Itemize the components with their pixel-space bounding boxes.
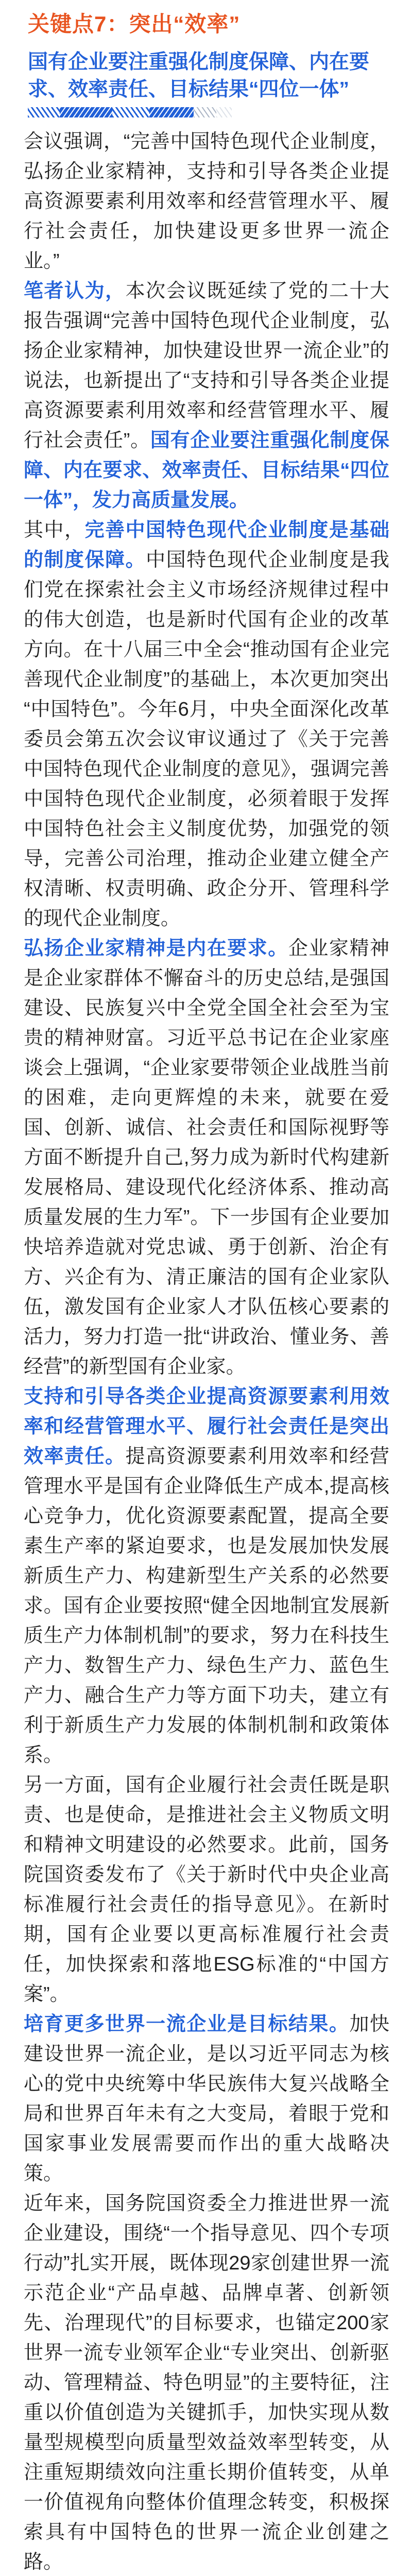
body-text: 会议强调，“完善中国特色现代企业制度，弘扬企业家精神，支持和引导各类企业提高资源要素利用效率和经营管理水平、履行社会责任，加快建设更多世界一流企业。” bbox=[24, 131, 389, 272]
hatch-segment bbox=[216, 107, 232, 117]
highlighted-text: 培育更多世界一流企业是目标结果。 bbox=[24, 2013, 350, 2035]
body-text: 加快建设世界一流企业，是以习近平同志为核心的党中央统筹中华民族伟大复兴战略全局和世界百年未有之大变局，着眼于党和国家事业发展需要而作出的重大战略决策。 bbox=[24, 2013, 389, 2184]
body-text: 近年来，国务院国资委全力推进世界一流企业建设，围绕“一个指导意见、四个专项行动”扎实开展，既体现29家创建世界一流示范企业“产品卓越、品牌卓著、创新领先、治理现代”的目标要求，也锚定200家世界一流专业领军企业“专业突出、创新驱动、管理精益、特色明显”的主要特征，注重以价值创造为关键抓手，加快实现从数量型规模型向质量型效益效率型转变，从注重短期绩效向注重长期价值转变，从单一价值视角向整体价值理念转变，积极探索具有中国特色的世界一流企业创建之路。 bbox=[24, 2193, 389, 2573]
section-kicker: 关键点7：突出“效率” bbox=[28, 12, 241, 36]
highlighted-text: 弘扬企业家精神是内在要求。 bbox=[24, 938, 288, 959]
article-paragraph bbox=[24, 2189, 389, 2576]
article-paragraph bbox=[24, 127, 389, 276]
article-paragraph bbox=[24, 276, 389, 515]
body-text: 提高资源要素利用效率和经营管理水平是国有企业降低生产成本,提高核心竞争力，优化资源要素配置，提高全要素生产率的紧迫要求，也是发展加快发展新质生产力、构建新型生产关系的必然要求。国有企业要按照“健全因地制宜发展新质生产力体制机制”的要求，努力在科技生产力、数智生产力、绿色生产力、蓝色生产力、融合生产力等方面下功夫，建立有利于新质生产力发展的体制机制和政策体系。 bbox=[24, 1446, 389, 1766]
hatch-segment bbox=[149, 107, 194, 117]
body-text: 其中， bbox=[24, 519, 85, 541]
article-paragraph bbox=[24, 1382, 389, 1770]
hatch-segment bbox=[60, 107, 112, 117]
article-body bbox=[24, 127, 389, 2576]
article-paragraph bbox=[24, 515, 389, 934]
article-paragraph bbox=[24, 2009, 389, 2189]
body-text: 另一方面，国有企业履行社会责任既是职责、也是使命，是推进社会主义物质文明和精神文明建设的必然要求。此前，国务院国资委发布了《关于新时代中央企业高标准履行社会责任的指导意见》。在新时期，国有企业要以更高标准履行社会责任，加快探索和落地ESG标准的“中国方案”。 bbox=[24, 1774, 389, 2005]
article-title: 国有企业要注重强化制度保障、内在要求、效率责任、目标结果“四位一体” bbox=[28, 51, 370, 100]
body-text: 企业家精神是企业家群体不懈奋斗的历史总结,是强国建设、民族复兴中全党全国全社会至为宝贵的精神财富。习近平总书记在企业家座谈会上强调，“企业家要带领企业战胜当前的困难，走向更辉煌的未来，就要在爱国、创新、诚信、社会责任和国际视野等方面不断提升自己,努力成为新时代构建新发展格局、建设现代化经济体系、推动高质量发展的生力军”。下一步国有企业要加快培养造就对党忠诚、勇于创新、治企有方、兴企有为、清正廉洁的国有企业家队伍，激发国有企业家人才队伍核心要素的活力，努力打造一批“讲政治、懂业务、善经营”的新型国有企业家。 bbox=[24, 938, 389, 1378]
hatch-segment bbox=[28, 107, 60, 117]
body-text: 本次会议既延续了党的二十大报告强调“完善中国特色现代企业制度，弘扬企业家精神，加快建设世界一流企业”的说法，也新提出了“支持和引导各类企业提高资源要素利用效率和经营管理水平、履行社会责任”。 bbox=[24, 280, 389, 451]
hatch-segment bbox=[112, 107, 149, 117]
highlighted-text: 国有企业要注重强化制度保障、内在要求、效率责任、目标结果“四位一体”，发力高质量发展。 bbox=[24, 430, 389, 511]
decorative-hatch-divider bbox=[28, 107, 232, 117]
hatch-segment bbox=[194, 107, 216, 117]
body-text: 中国特色现代企业制度是我们党在探索社会主义市场经济规律过程中的伟大创造，也是新时代国有企业的改革方向。在十八届三中全会“推动国有企业完善现代企业制度”的基础上，本次更加突出“中国特色”。今年6月，中央全面深化改革委员会第五次会议审议通过了《关于完善中国特色现代企业制度的意见》，强调完善中国特色现代企业制度，必须着眼于发挥中国特色社会主义制度优势，加强党的领导，完善公司治理，推动企业建立健全产权清晰、权责明确、政企分开、管理科学的现代企业制度。 bbox=[24, 549, 389, 929]
article-paragraph bbox=[24, 1770, 389, 2009]
highlighted-text: 完善中国特色现代企业制度是基础的制度保障。 bbox=[24, 519, 389, 571]
highlighted-text: 支持和引导各类企业提高资源要素利用效率和经营管理水平、履行社会责任是突出效率责任。 bbox=[24, 1386, 389, 1467]
highlighted-text: 笔者认为， bbox=[24, 280, 126, 302]
article-paragraph bbox=[24, 934, 389, 1382]
